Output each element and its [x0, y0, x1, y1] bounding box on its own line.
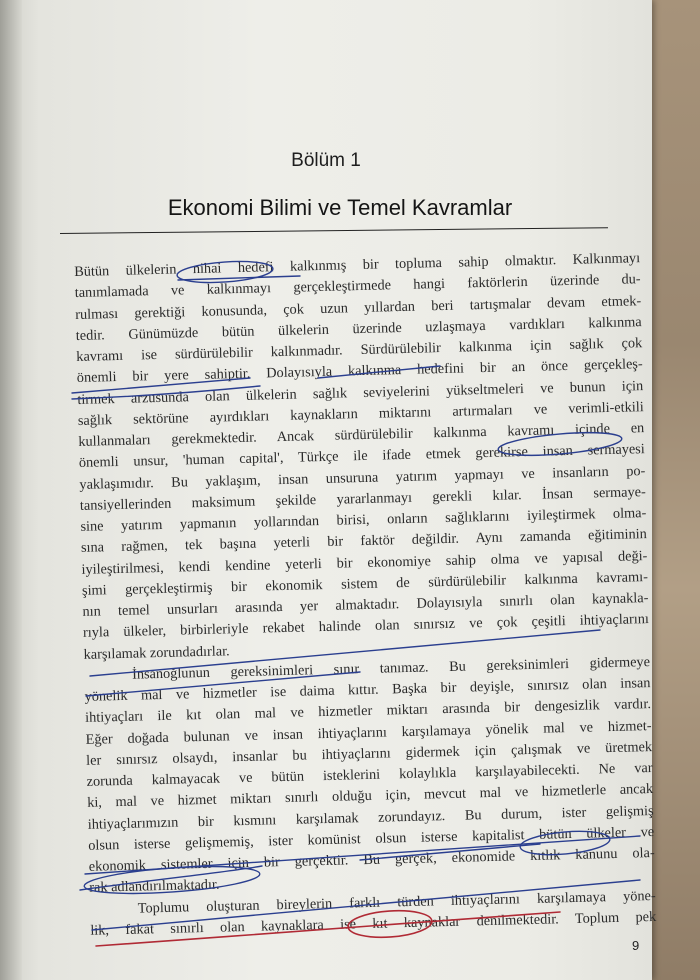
text-line: Bütün ülkelerin nihai hedefi kalkınmış bir topluma sahip olmaktır. Kalkınmayı [74, 250, 641, 280]
text-line: Eğer doğada bulunan ve insan ihtiyaçlarını karşılamaya yönelik mal ve hizmet- [85, 717, 652, 748]
text-line: Toplumu oluşturan bireylerin farklı türden ihtiyaçlarını karşılamaya yöne- [137, 887, 656, 917]
text-line: ekonomik sistemler için bir gerçektir. Bu gerçek, ekonomide kıtlık kanunu ola- [88, 844, 655, 875]
text-line: kavramı ise sürdürülebilir kalkınmadır. Sürdürülebilir kalkınma için sağlık çok [76, 335, 643, 365]
body-text [74, 248, 656, 942]
text-line: karşılamak zorundadırlar. [83, 642, 230, 663]
text-line: yaklaşımıdır. Bu yaklaşım, insan unsuruna yatırım yapmayı ve insanların po- [79, 462, 646, 493]
text-line: sine yatırım yapmanın yollarından birisi, onların sağlıklarını iyileştirmek olma- [80, 505, 647, 535]
text-line: sına rağmen, tek başına yeterli bir faktör değildir. Aynı zamanda eğitiminin [80, 526, 648, 557]
text-line: İnsanoğlunun gereksinimleri sınır tanımaz. Bu gereksinimleri gidermeye [131, 653, 651, 683]
text-line: tansiyellerinden maksimum şekilde yararlanmayı gerekli kılar. İnsan sermaye- [79, 483, 646, 514]
text-line: tanımlamada ve kalkınmayı gerçekleştirmede hangi faktörlerin üzerinde du- [74, 271, 641, 302]
text-line: tirmek arzusunda olan ülkelerin sağlık seviyelerini yükseltmeleri ve bunun için [77, 377, 644, 408]
text-line: ki, mal ve hizmet miktarı sınırlı olduğu için, mevcut mal ve hizmetlerle ancak [87, 781, 654, 812]
page-gutter [0, 0, 22, 980]
page-number: 9 [632, 938, 640, 953]
chapter-title: Ekonomi Bilimi ve Temel Kavramlar [167, 195, 513, 220]
title-underline [60, 227, 608, 234]
text-line: lik, fakat sınırlı olan kaynaklara ise kıt kaynaklar denilmektedir. Toplum pek [90, 908, 657, 939]
text-line: tedir. Günümüzde bütün ülkelerin üzerinde uzlaşmaya vardıkları kalkınma [75, 313, 642, 344]
text-line: rak adlandırılmaktadır. [89, 876, 220, 897]
text-line: nın temel unsurları arasında yer almaktadır. Dolayısıyla sınırlı olan kaynakla- [82, 590, 649, 620]
text-line: olsun isterse gelişmemiş, ister komünist olsun isterse kapitalist bütün ülkeler ve [88, 823, 655, 854]
text-line: yönelik mal ve hizmetler ise daima kıttır. Başka bir deyişle, sınırsız olan insan [84, 675, 651, 705]
chapter-label: Bölüm 1 [291, 150, 361, 171]
text-line: ihtiyaçları ile kıt olan mal ve hizmetler miktarı arasında bir dengesizlik vardır. [84, 696, 652, 727]
text-line: iyileştirilmesi, kendi kendine yeterli bir ekonomiye sahip olma ve yapısal deği- [81, 547, 648, 578]
text-line: rulması gerektiği konusunda, çok uzun yıllardan beri tartışmalar devam etmek- [75, 292, 642, 323]
text-line: kullanmaları gerekmektedir. Ancak sürdürülebilir kalkınma kavramı içinde en [78, 420, 645, 450]
text-line: ihtiyaçlarımızın bir kısmını karşılamak zorundayız. Bu durum, ister gelişmiş [87, 802, 654, 833]
text-line: önemli bir yere sahiptir. Dolayısıyla kalkınma hedefini bir an önce gerçekleş- [76, 356, 643, 387]
text-line: önemli unsur, 'human capital', Türkçe ile ifade etmek gerekirse insan sermayesi [78, 441, 645, 472]
text-line: ler sınırsız olsaydı, insanlar bu ihtiyaçlarını gidermek için çalışmak ve üretmek [85, 738, 653, 769]
text-line: sağlık sektörüne ayırdıkları kaynakların miktarını artırmaları ve verimli-etkili [77, 398, 644, 429]
text-line: zorunda kalmayacak ve bütün isteklerini kolaylıkla karşılayabilecekti. Ne var [86, 760, 653, 790]
text-line: rıyla ülkeler, birbirleriyle rekabet halinde olan sınırsız ve çok çeşitli ihtiyaçlarını [82, 611, 650, 642]
text-line: şimi gerçekleştirmiş bir ekonomik sistem de sürdürülebilir kalkınma kavramı- [81, 568, 649, 599]
